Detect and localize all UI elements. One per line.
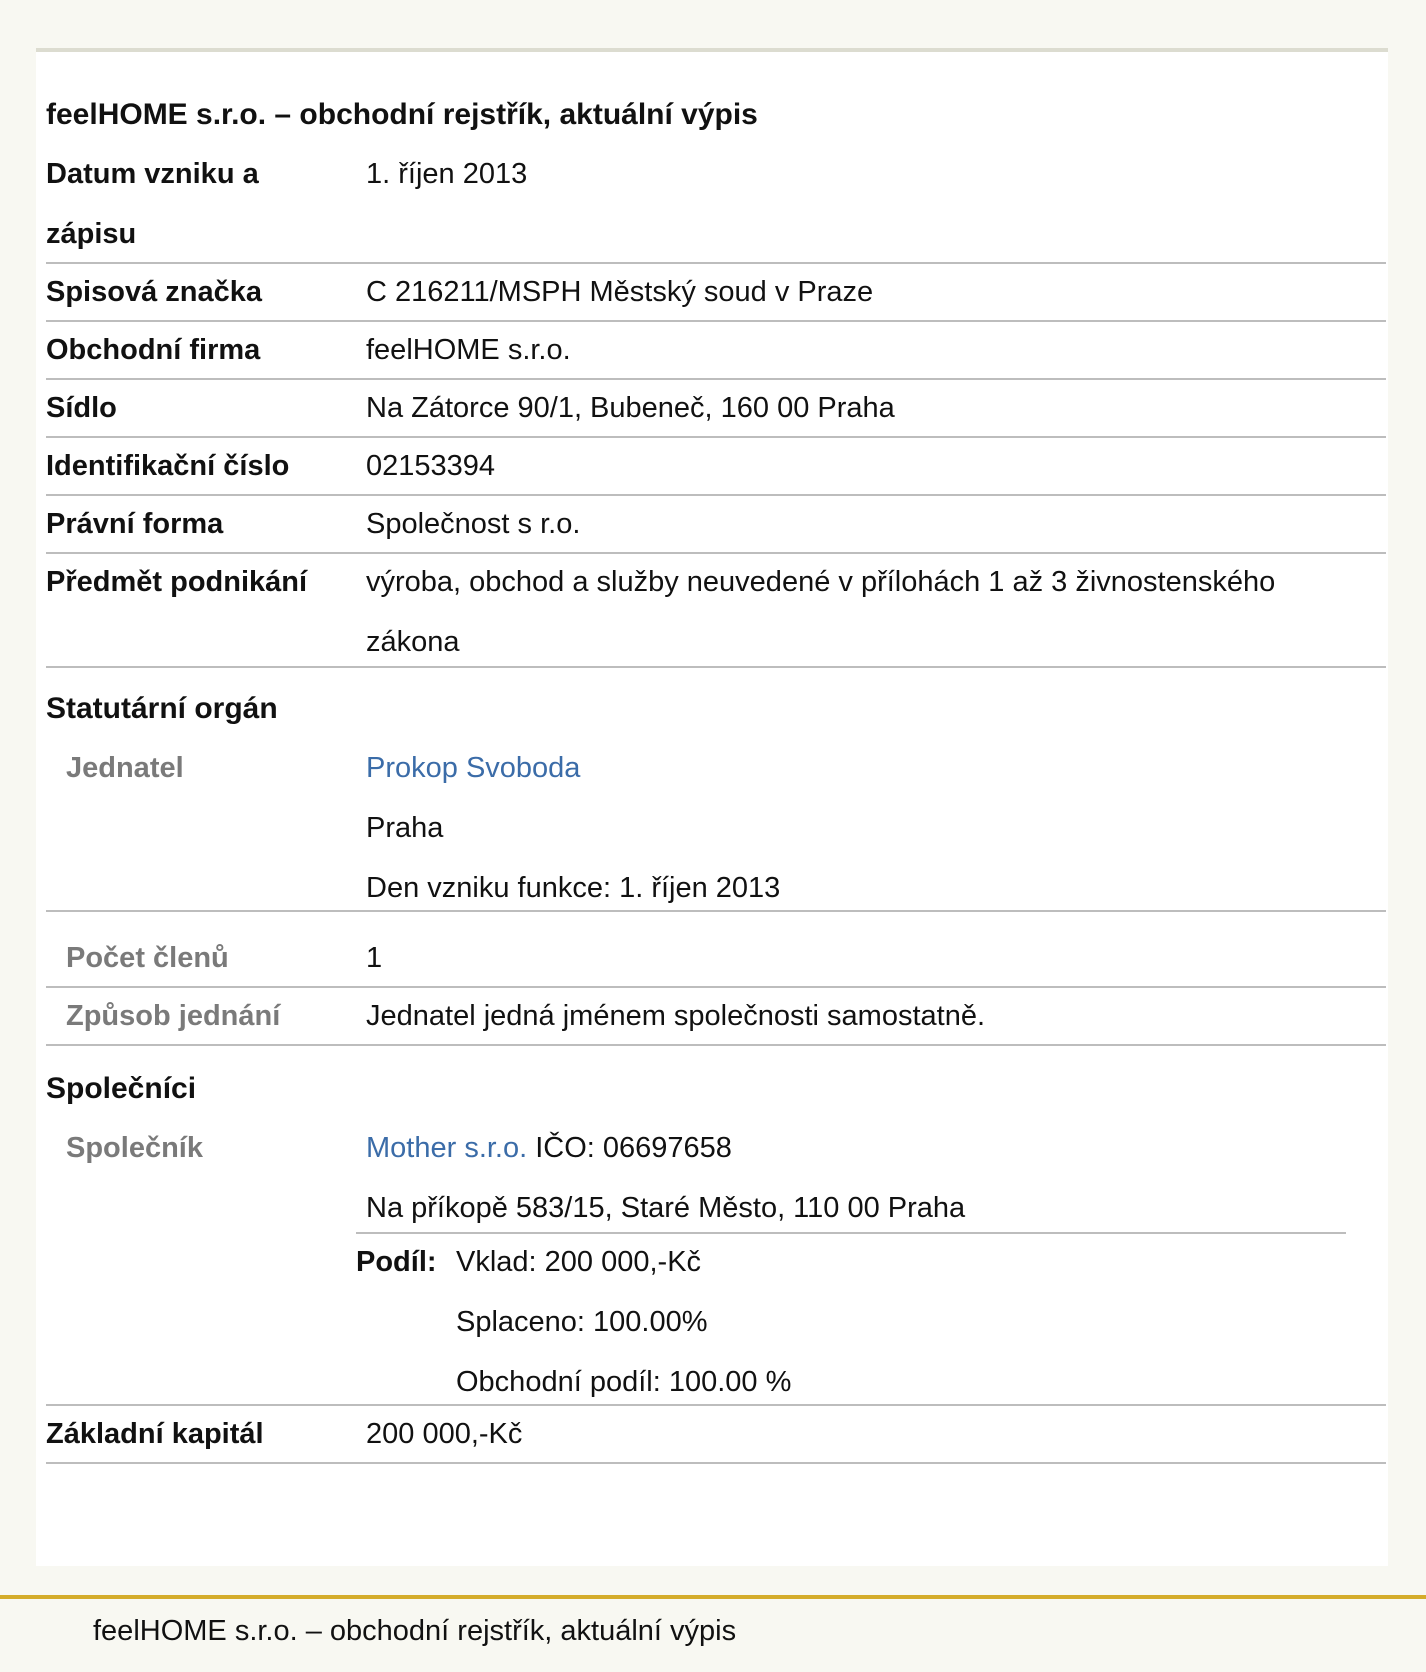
row-label: Obchodní firma (46, 334, 261, 366)
jednatel-link[interactable]: Prokop Svoboda (366, 752, 581, 784)
row-predmet-podnikani (46, 552, 1386, 668)
row-label: Datum vzniku a zápisu (46, 158, 259, 250)
row-value (366, 1118, 1366, 1238)
row-pocet-clenu (46, 928, 1386, 988)
podil-vklad: Vklad: 200 000,-Kč (456, 1246, 702, 1278)
podil-label: Podíl: (356, 1246, 437, 1278)
row-value: Společnost s r.o. (366, 508, 581, 540)
row-label: Jednatel (66, 752, 184, 784)
row-label: Spisová značka (46, 276, 262, 308)
row-obchodni-firma (46, 320, 1386, 380)
row-spisova-znacka (46, 262, 1386, 322)
jednatel-den-vzniku: Den vzniku funkce: 1. říjen 2013 (366, 872, 781, 904)
row-value: Jednatel jedná jménem společnosti samostatně. (366, 1000, 986, 1032)
section-spolecnici: Společníci (46, 1072, 197, 1105)
page-title: feelHOME s.r.o. – obchodní rejstřík, aktuální výpis (46, 98, 758, 131)
spolecnik-address: Na příkopě 583/15, Staré Město, 110 00 Praha (366, 1192, 966, 1224)
row-value: 200 000,-Kč (366, 1418, 523, 1450)
row-value: Na Zátorce 90/1, Bubeneč, 160 00 Praha (366, 392, 895, 424)
row-label: Společník (66, 1132, 203, 1164)
spolecnik-ico: IČO: 06697658 (535, 1132, 732, 1164)
spolecnik-link[interactable]: Mother s.r.o. (366, 1132, 528, 1164)
row-label: Předmět podnikání (46, 566, 308, 598)
row-jednatel (46, 738, 1386, 912)
row-value: 02153394 (366, 450, 496, 482)
row-zakladni-kapital (46, 1404, 1386, 1464)
row-value: C 216211/MSPH Městský soud v Praze (366, 276, 874, 308)
row-zpusob-jednani (46, 986, 1386, 1046)
row-label: Právní forma (46, 508, 224, 540)
jednatel-city: Praha (366, 812, 444, 844)
row-value: výroba, obchod a služby neuvedené v přílohách 1 až 3 živnostenského zákona (366, 566, 1276, 658)
row-label: Způsob jednání (66, 1000, 281, 1032)
row-label: Sídlo (46, 392, 117, 424)
row-pravni-forma (46, 494, 1386, 554)
podil-obchodni: Obchodní podíl: 100.00 % (456, 1366, 792, 1398)
row-label: Identifikační číslo (46, 450, 290, 482)
row-label: Základní kapitál (46, 1418, 264, 1450)
row-sidlo (46, 378, 1386, 438)
row-label: Počet členů (66, 942, 229, 974)
row-value (366, 738, 1366, 918)
registry-card (36, 48, 1388, 1566)
row-value: 1. říjen 2013 (366, 158, 528, 190)
section-statutarni-organ: Statutární orgán (46, 692, 278, 725)
podil-values (456, 1232, 791, 1412)
footer-bar (0, 1595, 1426, 1672)
row-datum-vzniku (46, 144, 1386, 264)
row-value: 1 (366, 942, 383, 974)
row-value: feelHOME s.r.o. (366, 334, 571, 366)
footer-title: feelHOME s.r.o. – obchodní rejstřík, aktuální výpis (93, 1615, 737, 1647)
podil-splaceno: Splaceno: 100.00% (456, 1306, 708, 1338)
row-identifikacni-cislo (46, 436, 1386, 496)
